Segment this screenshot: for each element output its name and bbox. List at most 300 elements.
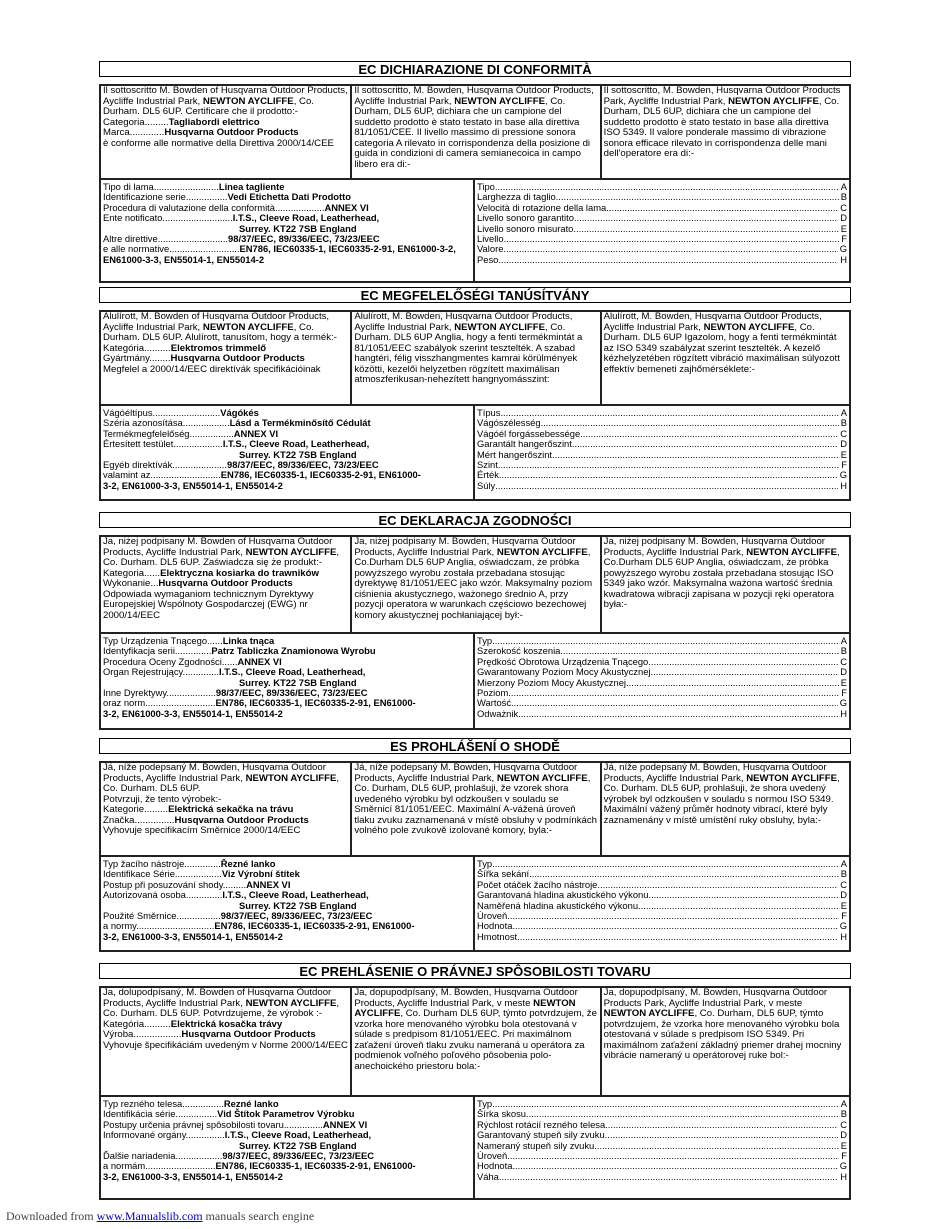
leader-dots: [518, 709, 838, 719]
measurement-label: Váha: [477, 1171, 499, 1182]
detail-value: ANNEX VI: [237, 655, 282, 667]
detail-label: Vágóéltípus..........................: [103, 407, 221, 418]
measurement-row: [477, 1130, 847, 1140]
vibration-statement: [600, 763, 849, 855]
noise-statement: [350, 988, 599, 1095]
measurement-label: Poziom: [477, 688, 509, 699]
measurement-letter: G: [839, 470, 847, 481]
detail-label: Identificazione serie................: [103, 191, 228, 203]
statement-text: Já, níže podepsaný M. Bowden, Husqvarna Outdoor Products, Aycliffe Industrial Park,: [354, 763, 578, 784]
detail-label: Postup při posuzování shody.........: [103, 878, 247, 890]
leader-dots: [560, 646, 838, 656]
statement-text: , Co.Durham DL5 6UP Anglia, oświadczam, że próbka powyższego wyrobu została przebadana stosując dyrektywę 81/1051/EEC jako wzór. Maksymalny poziom ciśnienia akustycznego, ważonego średnio A, przy pozycji operatora w warunkach częściowo bezechowej komory akustycznej pochłaniającej był:-: [354, 546, 593, 621]
measurement-label: Livello sonoro misurato: [477, 223, 574, 234]
measurement-letter: G: [839, 244, 847, 255]
detail-value: Rezné lanko: [223, 1098, 279, 1109]
detail-label: Értesített testület...................: [103, 438, 223, 450]
detail-value: I.T.S., Cleeve Road, Leatherhead,: [232, 212, 380, 224]
declaration-box: [99, 84, 851, 283]
statement-text: Ja, niżej podpisany M. Bowden, Husqvarna Outdoor Products, Aycliffe Industrial Park,: [603, 537, 825, 558]
detail-value: 98/37/EEC, 89/336/EEC, 73/23/EEC: [220, 910, 373, 922]
emphasis-text: NEWTON AYCLIFFE: [728, 95, 819, 107]
detail-value: Lásd a Termékminősítő Cédulát: [229, 417, 371, 429]
emphasis-text: Elektryczna kosiarka do trawników: [160, 567, 319, 579]
measurement-letter: C: [840, 656, 847, 667]
emphasis-text: NEWTON AYCLIFFE: [454, 95, 546, 107]
conformity-statement: [101, 988, 350, 1095]
leader-dots: [508, 688, 839, 698]
leader-dots: [529, 869, 839, 879]
statement-text: Wykonanie...: [103, 578, 159, 589]
measurement-letter: B: [840, 1109, 847, 1120]
measurement-label: Odważnik: [477, 708, 519, 719]
leader-dots: [552, 450, 839, 460]
statement-text: Vyhovuje špecifikáciám uvedeným v Norme 2000/14/EEC: [103, 1039, 348, 1051]
measurement-row: [477, 678, 847, 688]
statement-text: Gyártmány........: [103, 353, 171, 364]
footer-suffix: manuals search engine: [202, 1209, 315, 1223]
measurement-letter: C: [840, 428, 847, 439]
detail-value: 98/37/EEC, 89/336/EEC, 73/23/EEC: [228, 233, 380, 245]
measurement-row: [477, 1099, 847, 1109]
measurement-letter: H: [840, 931, 847, 942]
leader-dots: [638, 901, 839, 911]
declaration-section: [99, 512, 851, 719]
leader-dots: [500, 408, 838, 418]
detail-value: EN786, IEC60335-1, IEC60335-2-91, EN61000-: [220, 469, 421, 481]
leader-dots: [648, 890, 838, 900]
statement-text: Vyhovuje specifikacím Směrnice 2000/14/EEC: [103, 825, 301, 836]
measurement-letter: B: [840, 418, 847, 429]
detail-value: I.T.S., Cleeve Road, Leatherhead,: [224, 1129, 372, 1141]
standards-continued: 3-2, EN61000-3-3, EN55014-1, EN55014-2: [103, 1170, 283, 1182]
noise-statement: [350, 537, 599, 632]
leader-dots: [495, 481, 838, 491]
measurement-letter: C: [840, 1119, 847, 1130]
emphasis-text: Elektrická kosačka trávy: [170, 1018, 283, 1030]
product-details: [101, 1097, 475, 1198]
measurement-row: [477, 481, 847, 491]
statement-text: Já, níže podepsaný M. Bowden, Husqvarna Outdoor Products, Aycliffe Industrial Park,: [103, 763, 326, 784]
detail-value: 98/37/EEC, 89/336/EEC, 73/23/EEC: [222, 1150, 374, 1162]
statement-text: , Co. Durham. DL5 6UP. Potvrdzujeme, že výrobok :- Kategória..........: [103, 997, 340, 1030]
emphasis-text: NEWTON AYCLIFFE: [454, 321, 546, 333]
statement-text: , Co. Durham. DL5 6UP. Zaświadcza się że produkt:- Kategoria......: [103, 546, 340, 579]
detail-value: I.T.S., Cleeve Road, Leatherhead,: [222, 438, 370, 450]
statement-text: Alulírott, M. Bowden, Husqvarna Outdoor Products, Aycliffe Industrial Park,: [603, 312, 822, 333]
emphasis-text: NEWTON AYCLIFFE: [603, 1008, 695, 1019]
product-details: [101, 180, 475, 281]
measurement-row: [477, 470, 847, 480]
measurement-row: [477, 901, 847, 911]
leader-dots: [503, 244, 837, 254]
measurement-label: Szint: [477, 460, 498, 471]
measurement-list: [475, 857, 849, 950]
detail-value: Patrz Tabliczka Znamionowa Wyrobu: [211, 645, 376, 657]
measurement-letter: H: [840, 1171, 847, 1182]
conformity-statement: [101, 763, 350, 855]
leader-dots: [499, 1172, 838, 1182]
measurement-label: Typ: [477, 636, 493, 646]
standards-continued: 3-2, EN61000-3-3, EN55014-1, EN55014-2: [103, 707, 283, 719]
detail-value: 98/37/EEC, 89/336/EEC, 73/23/EEC: [215, 687, 368, 699]
leader-dots: [573, 224, 838, 234]
declaration-section: [99, 287, 851, 491]
detail-label: Informované orgány...............: [103, 1129, 225, 1141]
detail-value: Surrey. KT22 7SB England: [239, 448, 357, 460]
measurement-label: Szerokość koszenia: [477, 646, 561, 657]
measurement-letter: E: [840, 677, 847, 688]
measurement-letter: C: [840, 879, 847, 890]
measurement-row: [477, 709, 847, 719]
measurement-row: [477, 439, 847, 449]
measurement-letter: H: [840, 708, 847, 719]
detail-label: Tipo di lama.........................: [103, 181, 219, 192]
statement-text: Alulírott, M. Bowden, Husqvarna Outdoor Products, Aycliffe Industrial Park,: [354, 312, 573, 333]
emphasis-text: Elektrická sekačka na trávu: [168, 804, 294, 815]
measurement-letter: B: [840, 192, 847, 203]
product-details: [101, 857, 475, 950]
measurement-row: [477, 890, 847, 900]
section-title: EC MEGFELELŐSÉGI TANÚSÍTVÁNY: [99, 287, 851, 303]
vibration-statement: [600, 312, 849, 404]
declaration-section: [99, 61, 851, 265]
measurement-label: Hodnota: [477, 1161, 513, 1172]
detail-value: Linka tnąca: [222, 635, 275, 646]
measurement-label: Hmotnost: [477, 931, 518, 942]
measurement-label: Hodnota: [477, 921, 513, 932]
measurement-row: [477, 182, 847, 192]
leader-dots: [504, 234, 840, 244]
product-details: [101, 634, 475, 728]
noise-statement: [350, 86, 599, 178]
leader-dots: [498, 460, 839, 470]
leader-dots: [492, 1099, 839, 1109]
detail-value: EN786, IEC60335-1, IEC60335-2-91, EN61000-3-2,: [239, 243, 456, 255]
statement-text: , Co. Durham. DL5 6UP. Potvrzuji, že tento výrobek:- Kategorie.........: [103, 772, 340, 815]
measurement-label: Typ: [477, 859, 493, 869]
detail-label: Použité Směrnice.................: [103, 910, 221, 922]
detail-value: I.T.S., Cleeve Road, Leatherhead,: [219, 666, 366, 678]
measurement-label: Érték: [477, 470, 499, 481]
measurement-letter: B: [840, 869, 847, 880]
measurement-letter: A: [840, 182, 847, 192]
measurement-letter: B: [840, 646, 847, 657]
measurement-label: Naměřená hladina akustického výkonu: [477, 900, 639, 911]
detail-value: Linea tagliente: [218, 181, 285, 192]
measurement-label: Mért hangerőszint: [477, 449, 553, 460]
detail-value: Surrey. KT22 7SB England: [239, 1139, 357, 1151]
statement-text: Alulírott, M. Bowden of Husqvarna Outdoor Products, Aycliffe Industrial Park,: [103, 312, 330, 333]
statement-text: , Co. Durham, DL5 6UP, prohlašuji, že vzorek shora uvedeného výrobku byl odzkoušen v souladu se Směrnicí 81/1051/EEC. Maximální A-vážená úroveň tlaku zvuku zaznamenaná v místě obsluhy v podmínkách volného pole zvukově izolované komory, byla:-: [354, 772, 597, 836]
statement-text: Ja, dopupodpísaný, M. Bowden, Husqvarna Outdoor Products Park, Aycliffe Industrial Park, v meste: [603, 988, 828, 1009]
detail-value: ANNEX VI: [322, 1118, 368, 1130]
statement-text: Ja, niżej podpisany M. Bowden of Husqvarna Outdoor Products, Aycliffe Industrial Park,: [103, 537, 333, 558]
leader-dots: [512, 1161, 837, 1171]
emphasis-text: Husqvarna Outdoor Products: [170, 353, 305, 364]
measurement-label: Vágószélesség: [477, 418, 541, 429]
vibration-statement: [600, 537, 849, 632]
measurement-row: [477, 244, 847, 254]
leader-dots: [511, 698, 838, 708]
detail-label: Altre direttive...........................: [103, 233, 229, 245]
measurement-label: Valore: [477, 244, 504, 255]
detail-value: Viz Výrobní štítek: [221, 868, 300, 880]
emphasis-text: Tagliabordi elettrico: [168, 116, 260, 128]
measurement-label: Gwarantowany Poziom Mocy Akustycznej: [477, 667, 651, 678]
measurement-letter: A: [840, 408, 847, 418]
measurement-row: [477, 880, 847, 890]
statement-text: Il sottoscritto, M. Bowden, Husqvarna Outdoor Products Park, Aycliffe Industrial Park,: [603, 86, 841, 107]
emphasis-text: Husqvarna Outdoor Products: [174, 814, 309, 826]
measurement-label: Wartość: [477, 698, 512, 709]
conformity-statement: [101, 86, 350, 178]
measurement-letter: F: [841, 234, 847, 245]
measurement-row: [477, 636, 847, 646]
measurement-label: Livello: [477, 234, 504, 245]
measurement-letter: E: [840, 1140, 847, 1151]
detail-label: a normám...........................: [103, 1160, 216, 1172]
declaration-box: [99, 761, 851, 952]
detail-label: oraz norm...........................: [103, 697, 216, 709]
measurement-row: [477, 408, 847, 418]
statement-text: Odpowiada wymaganiom technicznym Dyrektywy Europejskiej Wspólnoty Gospodarczej (EWG) nr 2000/14/EEC: [103, 588, 314, 621]
measurement-letter: A: [840, 636, 847, 646]
measurement-list: [475, 180, 849, 281]
measurement-label: Peso: [477, 254, 499, 265]
detail-label: Typ Urządzenia Tnącego......: [103, 635, 223, 646]
section-title: EC DEKLARACJA ZGODNOŚCI: [99, 512, 851, 528]
statement-text: è conforme alle normative della Direttiva 2000/14/CEE: [103, 137, 334, 149]
measurement-label: Šířka sekání: [477, 869, 530, 880]
leader-dots: [512, 921, 837, 931]
emphasis-text: NEWTON AYCLIFFE: [496, 772, 588, 784]
emphasis-text: NEWTON AYCLIFFE: [354, 997, 576, 1019]
measurement-label: Velocità di rotazione della lama: [477, 202, 607, 213]
leader-dots: [648, 657, 838, 667]
detail-label: Ente notificato...........................: [103, 212, 233, 224]
standards-continued: 3-2, EN61000-3-3, EN55014-1, EN55014-2: [103, 930, 283, 942]
measurement-label: Prędkość Obrotowa Urządzenia Tnącego: [477, 656, 649, 667]
measurement-label: Úroveň: [477, 1151, 508, 1162]
measurement-label: Garantovaná hladina akustického výkonu: [477, 890, 649, 901]
measurement-letter: E: [840, 449, 847, 460]
detail-label: Identyfikacja serii..............: [103, 645, 212, 657]
leader-dots: [499, 470, 838, 480]
detail-value: Vid Štítok Parametrov Výrobku: [217, 1108, 355, 1120]
detail-label: Typ žacího nástroje..............: [103, 858, 221, 869]
declaration-box: [99, 535, 851, 730]
detail-label: Ďalšie nariadenia..................: [103, 1150, 223, 1162]
statement-text: Megfelel a 2000/14/EEC direktívák specifikációinak: [103, 363, 321, 375]
conformity-statement: [101, 537, 350, 632]
measurement-label: Súly: [477, 480, 496, 491]
measurement-row: [477, 859, 847, 869]
emphasis-text: NEWTON AYCLIFFE: [245, 546, 337, 558]
detail-label: Inne Dyrektywy...................: [103, 687, 216, 699]
measurement-letter: A: [840, 859, 847, 869]
statement-text: Marca.............: [103, 127, 165, 138]
measurement-list: [475, 1097, 849, 1198]
measurement-label: Vágóél forgássebessége: [477, 428, 581, 439]
noise-statement: [350, 312, 599, 404]
emphasis-text: Husqvarna Outdoor Products: [181, 1029, 316, 1040]
detail-value: Surrey. KT22 7SB England: [239, 222, 357, 234]
measurement-letter: D: [840, 439, 847, 450]
detail-value: ANNEX VI: [233, 427, 279, 439]
measurement-row: [477, 255, 847, 265]
statement-text: , Co. Durham. DL5 6UP Anglia, hogy a fenti termékmintát a 81/1051/EEC szabályok szerint tesztelték. A szabad hangtéri, félig visszhangmentes kamrai körülmények közötti, kezelői helyzetben rögzített maximálisan atmoszferikusan-nehezített hangnyomásszint:: [354, 321, 583, 385]
measurement-label: Rýchlost rotácií rezného telesa: [477, 1119, 606, 1130]
statement-text: , Co.Durham DL5 6UP Anglia, oświadczam, że próbka powyższego wyrobu została przebadana stosując ISO 5349 jako wzór. Maksymalna ważona wartość średnia kwadratowa wibracji zapisana w pozycji ręki operatora była:-: [603, 546, 840, 610]
measurement-row: [477, 450, 847, 460]
measurement-row: [477, 921, 847, 931]
statement-text: , Co. Durham. DL5 6UP. Certificare che il prodotto:- Categoria.........: [103, 95, 314, 128]
leader-dots: [495, 182, 839, 192]
measurement-row: [477, 203, 847, 213]
measurement-row: [477, 646, 847, 656]
statement-text: , Co. Durham DL5 6UP, týmto potvrdzujem, že vzorka hore menovaného výrobku bola otestovaná v súlade s predpisom 81/1051/EEC. Pri maximálnom zaťažení úroveň tlaku zvuku nameraná u operátora za podmienok voľného poľového pôsobenia polo-anechoického priestoru bola:-: [354, 1008, 597, 1072]
product-details: [101, 406, 475, 499]
measurement-letter: F: [841, 688, 847, 699]
emphasis-text: NEWTON AYCLIFFE: [496, 546, 588, 558]
measurement-list: [475, 634, 849, 728]
measurement-letter: H: [840, 480, 847, 491]
measurement-letter: E: [840, 223, 847, 234]
measurement-letter: E: [840, 900, 847, 911]
measurement-row: [477, 429, 847, 439]
detail-value: EN786, IEC60335-1, IEC60335-2-91, EN61000-: [215, 1160, 416, 1172]
detail-label: e alle normative...........................: [103, 243, 240, 255]
detail-value: Surrey. KT22 7SB England: [239, 899, 357, 911]
measurement-label: Šírka skosu: [477, 1109, 526, 1120]
measurement-letter: F: [841, 911, 847, 922]
detail-label: Autorizovaná osoba..............: [103, 889, 223, 901]
detail-value: 98/37/EEC, 89/336/EEC, 73/23/EEC: [227, 459, 379, 471]
detail-label: Procedura di valutazione della conformità...................: [103, 201, 325, 213]
measurement-letter: H: [840, 254, 847, 265]
detail-value: ANNEX VI: [324, 201, 369, 213]
standards-continued: EN61000-3-3, EN55014-1, EN55014-2: [103, 253, 265, 265]
leader-dots: [507, 1151, 839, 1161]
measurement-letter: G: [839, 1161, 847, 1172]
measurement-row: [477, 234, 847, 244]
detail-label: Termékmegfelelőség.................: [103, 427, 234, 439]
declaration-section: [99, 963, 851, 1182]
measurement-letter: D: [840, 667, 847, 678]
statement-text: Il sottoscritto, M. Bowden, Husqvarna Outdoor Products, Aycliffe Industrial Park,: [354, 86, 594, 107]
leader-dots: [517, 932, 838, 942]
measurement-letter: D: [840, 890, 847, 901]
noise-statement: [350, 763, 599, 855]
measurement-row: [477, 1141, 847, 1151]
measurement-row: [477, 688, 847, 698]
measurement-row: [477, 657, 847, 667]
measurement-row: [477, 213, 847, 223]
leader-dots: [498, 255, 838, 265]
emphasis-text: NEWTON AYCLIFFE: [245, 772, 337, 784]
measurement-letter: D: [840, 1130, 847, 1141]
measurement-row: [477, 1120, 847, 1130]
leader-dots: [574, 213, 838, 223]
detail-label: Identifikace Série..................: [103, 868, 222, 880]
detail-label: Organ Rejestrujący..............: [103, 666, 220, 678]
measurement-label: Úroveň: [477, 911, 508, 922]
leader-dots: [594, 1141, 838, 1151]
detail-label: Identifikácia série................: [103, 1108, 218, 1120]
vibration-statement: [600, 86, 849, 178]
leader-dots: [580, 429, 838, 439]
statement-text: , Co. Durham. DL5 6UP Igazolom, hogy a fenti termékmintát az ISO 5349 szabályzat szerint tesztelték. A kezelő kézhelyzetében rögzített vibráció maximálisan súlyozott effektív bemeneti zajhőmérséklete:-: [603, 321, 840, 375]
leader-dots: [492, 859, 839, 869]
leader-dots: [605, 1130, 839, 1140]
measurement-row: [477, 224, 847, 234]
statement-text: Značka...............: [103, 814, 175, 826]
measurement-label: Garantovaný stupeň sily zvuku: [477, 1130, 605, 1141]
declaration-box: [99, 310, 851, 501]
measurement-label: Typ: [477, 1099, 493, 1109]
detail-label: Postupy určenia právnej spôsobilosti tovaru...............: [103, 1118, 323, 1130]
leader-dots: [572, 439, 838, 449]
detail-label: Procedura Oceny Zgodności......: [103, 655, 238, 667]
leader-dots: [597, 880, 838, 890]
measurement-label: Típus: [477, 408, 501, 418]
leader-dots: [626, 678, 839, 688]
measurement-row: [477, 1172, 847, 1182]
statement-text: Výroba..................: [103, 1029, 182, 1040]
leader-dots: [556, 192, 839, 202]
footer-prefix: Downloaded from: [6, 1209, 97, 1223]
emphasis-text: NEWTON AYCLIFFE: [202, 321, 294, 333]
detail-value: Vedi Etichetta Dati Prodotto: [227, 191, 351, 203]
measurement-label: Garantált hangerőszint: [477, 439, 572, 450]
statement-text: Il sottoscritto M. Bowden of Husqvarna Outdoor Products, Aycliffe Industrial Park,: [103, 86, 348, 107]
emphasis-text: NEWTON AYCLIFFE: [703, 321, 795, 333]
measurement-row: [477, 1151, 847, 1161]
statement-text: Ja, niżej podpisany M. Bowden, Husqvarna Outdoor Products, Aycliffe Industrial Park,: [354, 537, 576, 558]
measurement-row: [477, 1161, 847, 1171]
detail-value: I.T.S., Cleeve Road, Leatherhead,: [222, 889, 369, 901]
detail-value: ANNEX VI: [246, 878, 291, 890]
measurement-row: [477, 1109, 847, 1119]
measurement-letter: D: [840, 213, 847, 224]
standards-continued: 3-2, EN61000-3-3, EN55014-1, EN55014-2: [103, 479, 283, 491]
measurement-row: [477, 667, 847, 677]
leader-dots: [526, 1109, 839, 1119]
measurement-row: [477, 192, 847, 202]
measurement-letter: A: [840, 1099, 847, 1109]
section-title: EC DICHIARAZIONE DI CONFORMITÀ: [99, 61, 851, 77]
footer: [6, 1209, 314, 1224]
measurement-label: Larghezza di taglio: [477, 192, 556, 203]
detail-label: Széria azonosítása..................: [103, 417, 230, 429]
measurement-letter: G: [839, 921, 847, 932]
conformity-statement: [101, 312, 350, 404]
measurement-label: Počet otáček žacího nástroje: [477, 879, 598, 890]
emphasis-text: NEWTON AYCLIFFE: [746, 772, 838, 784]
detail-value: Řezné lanko: [220, 858, 276, 869]
measurement-label: Mierzony Poziom Mocy Akustycznej: [477, 677, 627, 688]
detail-value: EN786, IEC60335-1, IEC60335-2-91, EN61000-: [214, 920, 415, 932]
measurement-letter: G: [839, 698, 847, 709]
manualslib-link[interactable]: www.Manualslib.com: [96, 1209, 203, 1223]
section-title: EC PREHLÁSENIE O PRÁVNEJ SPÔSOBILOSTI TOVARU: [99, 963, 851, 979]
statement-text: , Co. Durham. DL5 6UP, prohlašuji, že shora uvedený výrobek byl odzkoušen v souladu s normou ISO 5349. Maximální vážený průměr hodnoty vibrací, které byly zaznamenány v místě umístění ruky obsluhy, byla:-: [603, 772, 840, 826]
statement-text: , Co. Durham. DL5 6UP. Alulírott, tanusítom, hogy a termék:- Kategória..........: [103, 321, 337, 354]
measurement-row: [477, 911, 847, 921]
measurement-letter: F: [841, 460, 847, 471]
vibration-statement: [600, 988, 849, 1095]
